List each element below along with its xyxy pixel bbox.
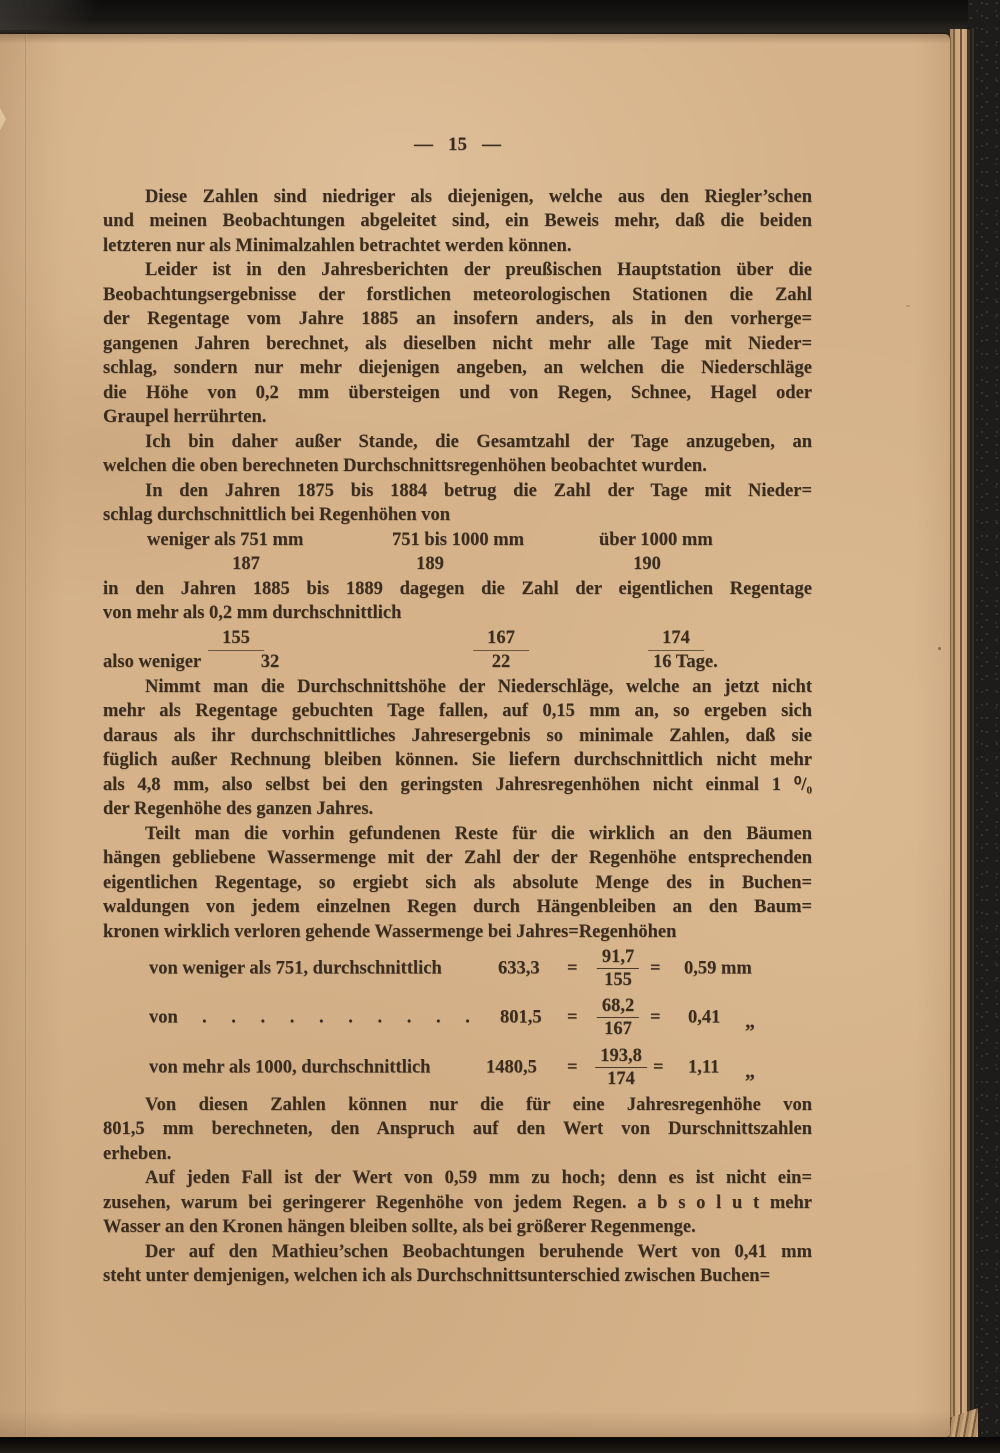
formula-row-more-1000 <box>103 1043 812 1093</box>
paragraph-line: die Höhe von 0,2 mm übersteigen und von Regen, Schnee, Hagel oder <box>103 382 812 403</box>
paragraph-line: der Regenhöhe des ganzen Jahres. <box>103 799 374 819</box>
formula-result: 1,11 <box>688 1057 720 1078</box>
paragraph-line: Nimmt man die Durchschnittshöhe der Niederschläge, welche an jetzt nicht <box>145 676 812 697</box>
paragraph-line: letzteren nur als Minimalzahlen betrachtet werden können. <box>103 235 572 256</box>
equals-sign: = <box>653 1057 664 1078</box>
header-dash-right: — <box>482 134 501 155</box>
paragraph-line: zusehen, warum bei geringerer Regenhöhe von jedem Regen. a b s o l u t mehr <box>103 1192 812 1213</box>
formula-value: 1480,5 <box>486 1057 537 1078</box>
page-header <box>103 133 812 158</box>
equals-sign: = <box>567 1007 578 1028</box>
paragraph-line: von mehr als 0,2 mm durchschnittlich <box>103 603 402 623</box>
paragraph-line: welchen die oben berechneten Durchschnittsregenhöhen beobachtet wurden. <box>103 456 707 476</box>
paragraph-line: schlag durchschnittlich bei Regenhöhen von <box>103 505 451 525</box>
fraction-denominator: 174 <box>607 1068 635 1089</box>
formula-label: von mehr als 1000, durchschnittlich <box>149 1057 431 1078</box>
fraction-numerator: 68,2 <box>597 996 639 1018</box>
formula-result: 0,59 mm <box>684 958 752 979</box>
formula-label: von weniger als 751, durchschnittlich <box>149 958 442 979</box>
day-count: 187 <box>232 554 260 574</box>
difference-value: 32 <box>260 652 280 672</box>
paragraph-line: Der auf den Mathieu’schen Beobachtungen beruhende Wert von 0,41 mm <box>145 1241 812 1262</box>
book-cover-top-edge <box>0 0 1000 36</box>
paragraph-line: Von diesen Zahlen können nur die für eine Jahresregenhöhe von <box>145 1094 812 1115</box>
paragraph-line: 801,5 mm berechneten, den Anspruch auf den Wert von Durschnittszahlen <box>103 1119 812 1139</box>
fraction <box>595 1046 647 1090</box>
paragraph-line: mehr als Regentage gebuchten Tage fallen, auf 0,15 mm an, so ergeben sich <box>103 701 812 721</box>
paragraph-line: gangenen Jahren berechnet, als dieselben nicht mehr alle Tage mit Nieder= <box>103 333 812 354</box>
fraction <box>597 947 639 991</box>
page-stack-edge <box>948 29 970 1433</box>
day-count: 189 <box>416 554 444 574</box>
paragraph-line: kronen wirklich verloren gehende Wassermenge bei Jahres=Regenhöhen <box>103 921 677 942</box>
days-1875-1884-row <box>103 552 812 577</box>
day-count: 190 <box>633 554 661 574</box>
page-speck <box>906 305 910 307</box>
formula-row-less-751 <box>103 944 812 994</box>
paragraph-line: der Regentage vom Jahre 1885 an insofern anders, als in den vorherge= <box>103 309 812 329</box>
paragraph-line: Wasser an den Kronen hängen bleiben sollte, als bei größerer Regenmenge. <box>103 1217 696 1237</box>
equals-sign: = <box>567 1057 578 1078</box>
fraction-numerator: 91,7 <box>597 947 639 969</box>
book-cover-bottom-edge <box>0 1437 1000 1453</box>
formula-value: 801,5 <box>500 1007 542 1028</box>
difference-value: 22 <box>491 652 511 672</box>
rain-class-header-row <box>103 528 812 553</box>
fraction-denominator: 155 <box>604 969 632 990</box>
rain-class-label: über 1000 mm <box>599 529 713 550</box>
ditto-mark: „ <box>745 1010 755 1033</box>
page-number: 15 <box>448 134 467 155</box>
paragraph-line: eigentlichen Regentage, so ergiebt sich als absolute Menge des in Buchen= <box>103 872 812 893</box>
rain-class-label: 751 bis 1000 mm <box>392 529 525 550</box>
paragraph-line: füglich außer Rechnung bleiben können. Sie liefern durchschnittlich nicht mehr <box>103 750 812 770</box>
dot-leader: . . . . . . . . . . <box>202 1007 471 1028</box>
paragraph-line: Diese Zahlen sind niedriger als diejenigen, welche aus den Riegler’schen <box>145 186 812 207</box>
page-edge-notch <box>0 106 6 132</box>
cover-sheen <box>0 0 120 30</box>
day-count-underlined: 174 <box>648 626 704 652</box>
page-speck <box>938 647 941 650</box>
difference-row <box>103 650 812 675</box>
paragraph-line: Ich bin daher außer Stande, die Gesamtzahl der Tage anzugeben, an <box>145 431 812 452</box>
page-content <box>103 34 812 1289</box>
page-crease <box>25 34 27 1437</box>
fraction-numerator: 193,8 <box>595 1046 647 1068</box>
days-1885-1889-row <box>103 626 812 651</box>
difference-prefix: also weniger <box>103 652 202 672</box>
formula-value: 633,3 <box>498 958 540 979</box>
ditto-mark: „ <box>745 1060 755 1083</box>
paragraph-line: und meinen Beobachtungen abgeleitet sind, ein Beweis mehr, daß die beiden <box>103 211 812 231</box>
paragraph-line: Graupel herrührten. <box>103 407 267 427</box>
paragraph-line: Teilt man die vorhin gefundenen Reste für die wirklich an den Bäumen <box>145 823 812 844</box>
day-count-underlined: 155 <box>208 626 264 652</box>
header-dash-left: — <box>414 134 433 155</box>
formula-row-751-1000 <box>103 994 812 1044</box>
equals-sign: = <box>650 958 661 979</box>
paragraph-line: als 4,8 mm, also selbst bei den geringsten Jahresregenhöhen nicht einmal 1 ⁰/₀ <box>103 774 812 795</box>
paragraph-line: in den Jahren 1885 bis 1889 dagegen die Zahl der eigentlichen Regentage <box>103 578 812 599</box>
paragraph-line: Auf jeden Fall ist der Wert von 0,59 mm zu hoch; denn es ist nicht ein= <box>145 1168 812 1188</box>
paragraph-line: Beobachtungsergebnisse der forstlichen meteorologischen Stationen die Zahl <box>103 284 812 305</box>
paragraph-line: In den Jahren 1875 bis 1884 betrug die Zahl der Tage mit Nieder= <box>145 480 812 501</box>
paragraph-line: schlag, sondern nur mehr diejenigen angeben, an welchen die Niederschläge <box>103 358 812 378</box>
book-page <box>0 34 950 1437</box>
paragraph-line: hängen gebliebene Wassermenge mit der Zahl der der Regenhöhe entsprechenden <box>103 848 812 868</box>
paragraph-line: Leider ist in den Jahresberichten der preußischen Hauptstation über die <box>145 260 812 280</box>
paragraph-line: steht unter demjenigen, welchen ich als Durchschnittsunterschied zwischen Buchen= <box>103 1266 771 1286</box>
fraction-denominator: 167 <box>604 1019 632 1040</box>
formula-label: von <box>149 1007 178 1028</box>
fraction <box>597 996 639 1040</box>
difference-value: 16 Tage. <box>653 652 718 672</box>
formula-result: 0,41 <box>688 1007 721 1028</box>
rain-class-label: weniger als 751 mm <box>147 529 304 550</box>
paragraph-line: erheben. <box>103 1143 172 1164</box>
equals-sign: = <box>567 958 578 979</box>
day-count-underlined: 167 <box>473 626 529 652</box>
equals-sign: = <box>650 1007 661 1028</box>
paragraph-line: daraus als ihr durchschnittliches Jahresergebnis so minimale Zahlen, daß sie <box>103 725 812 746</box>
paragraph-line: waldungen von jedem einzelnen Regen durch Hängenbleiben an den Baum= <box>103 897 812 917</box>
